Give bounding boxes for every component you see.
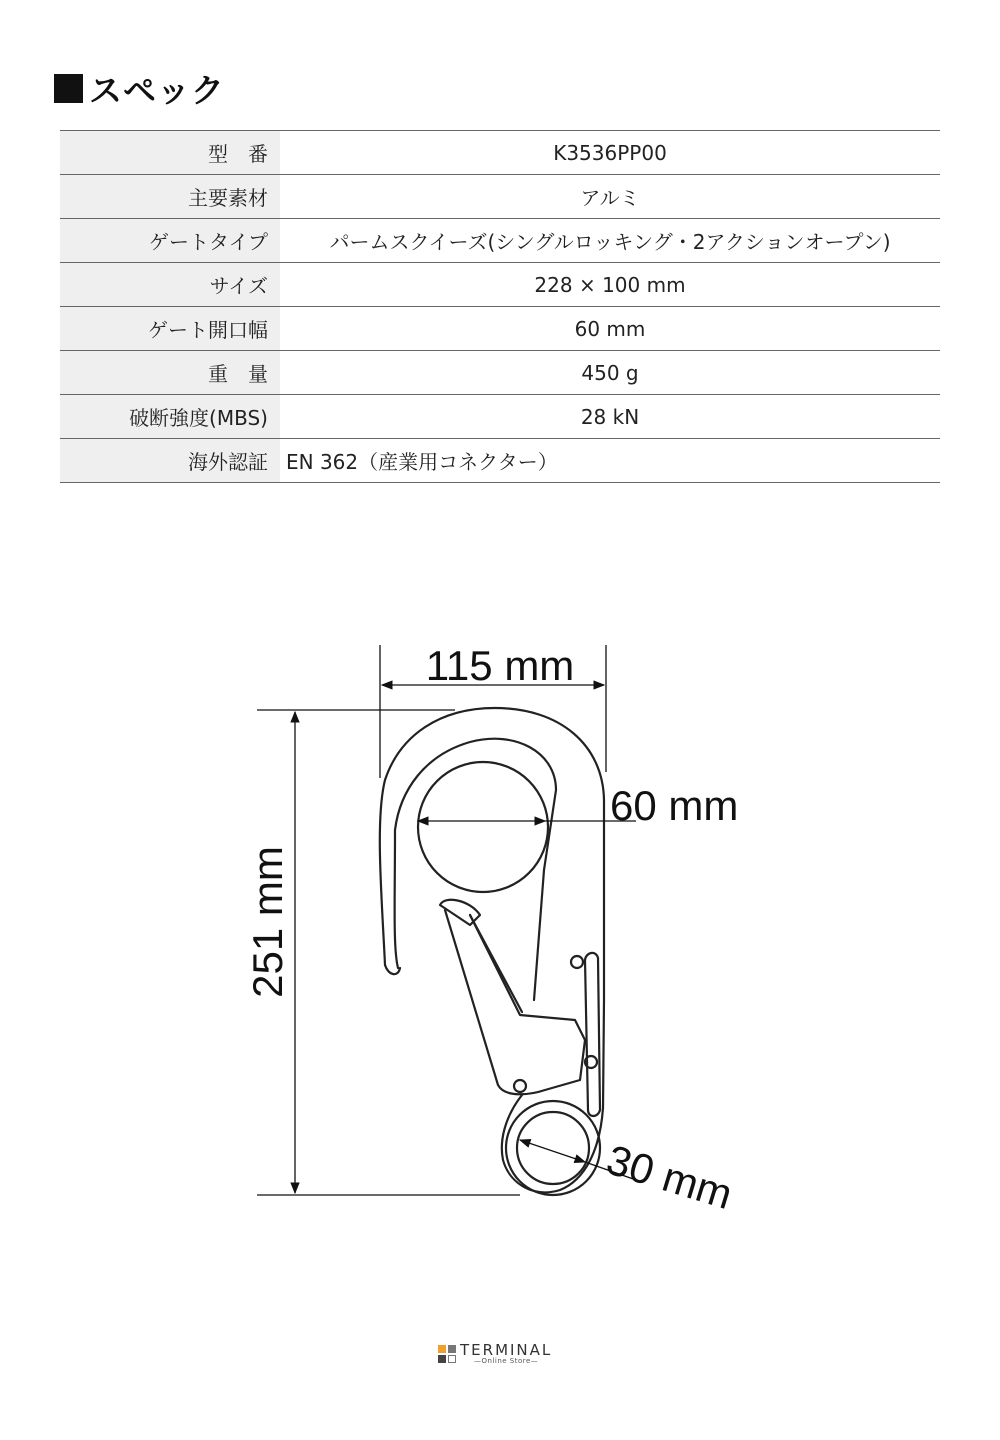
spec-label: サイズ [60,263,280,307]
spec-row-gate-opening [60,307,940,351]
spec-row-model [60,131,940,175]
spec-label: 重 量 [60,351,280,395]
spec-row-material [60,175,940,219]
carabiner-illustration [380,708,604,1195]
spec-label: 海外認証 [60,439,280,483]
spec-label: 型 番 [60,131,280,175]
spec-row-weight [60,351,940,395]
heading-square-icon [54,74,83,103]
section-heading [54,62,225,114]
height-dimension-label: 251 mm [244,846,291,998]
spec-row-strength [60,395,940,439]
spec-label: 破断強度(MBS) [60,395,280,439]
spec-row-size [60,263,940,307]
spec-label: ゲート開口幅 [60,307,280,351]
spec-value: 450 g [581,360,639,385]
spec-label: ゲートタイプ [60,219,280,263]
spec-value: 28 kN [580,404,640,429]
spec-value: EN 362（産業用コネクター） [286,450,558,474]
spec-value: K3536PP00 [553,140,667,165]
eye-dimension-label: 30 mm [601,1135,738,1219]
spec-value: 60 mm [574,316,646,341]
terminal-logo-mark-icon [438,1345,456,1363]
heading-title: スペック [89,70,225,110]
spec-value: パームスクイーズ(シングルロッキング・2アクションオープン) [329,230,891,254]
spec-row-certification [60,439,940,483]
logo-sub-text: —Online Store— [473,1357,539,1365]
spec-value: 228 × 100 mm [534,272,686,297]
carabiner-dimension-diagram [0,600,1000,1260]
spec-label: 主要素材 [60,175,280,219]
gate-dimension-label: 60 mm [610,782,739,829]
width-dimension-label: 115 mm [425,642,575,689]
dimension-lines [257,645,636,1195]
spec-table [60,130,940,483]
terminal-logo [438,1343,552,1365]
spec-value: アルミ [580,186,640,210]
spec-row-gate-type [60,219,940,263]
logo-brand-text: TERMINAL [460,1341,553,1359]
